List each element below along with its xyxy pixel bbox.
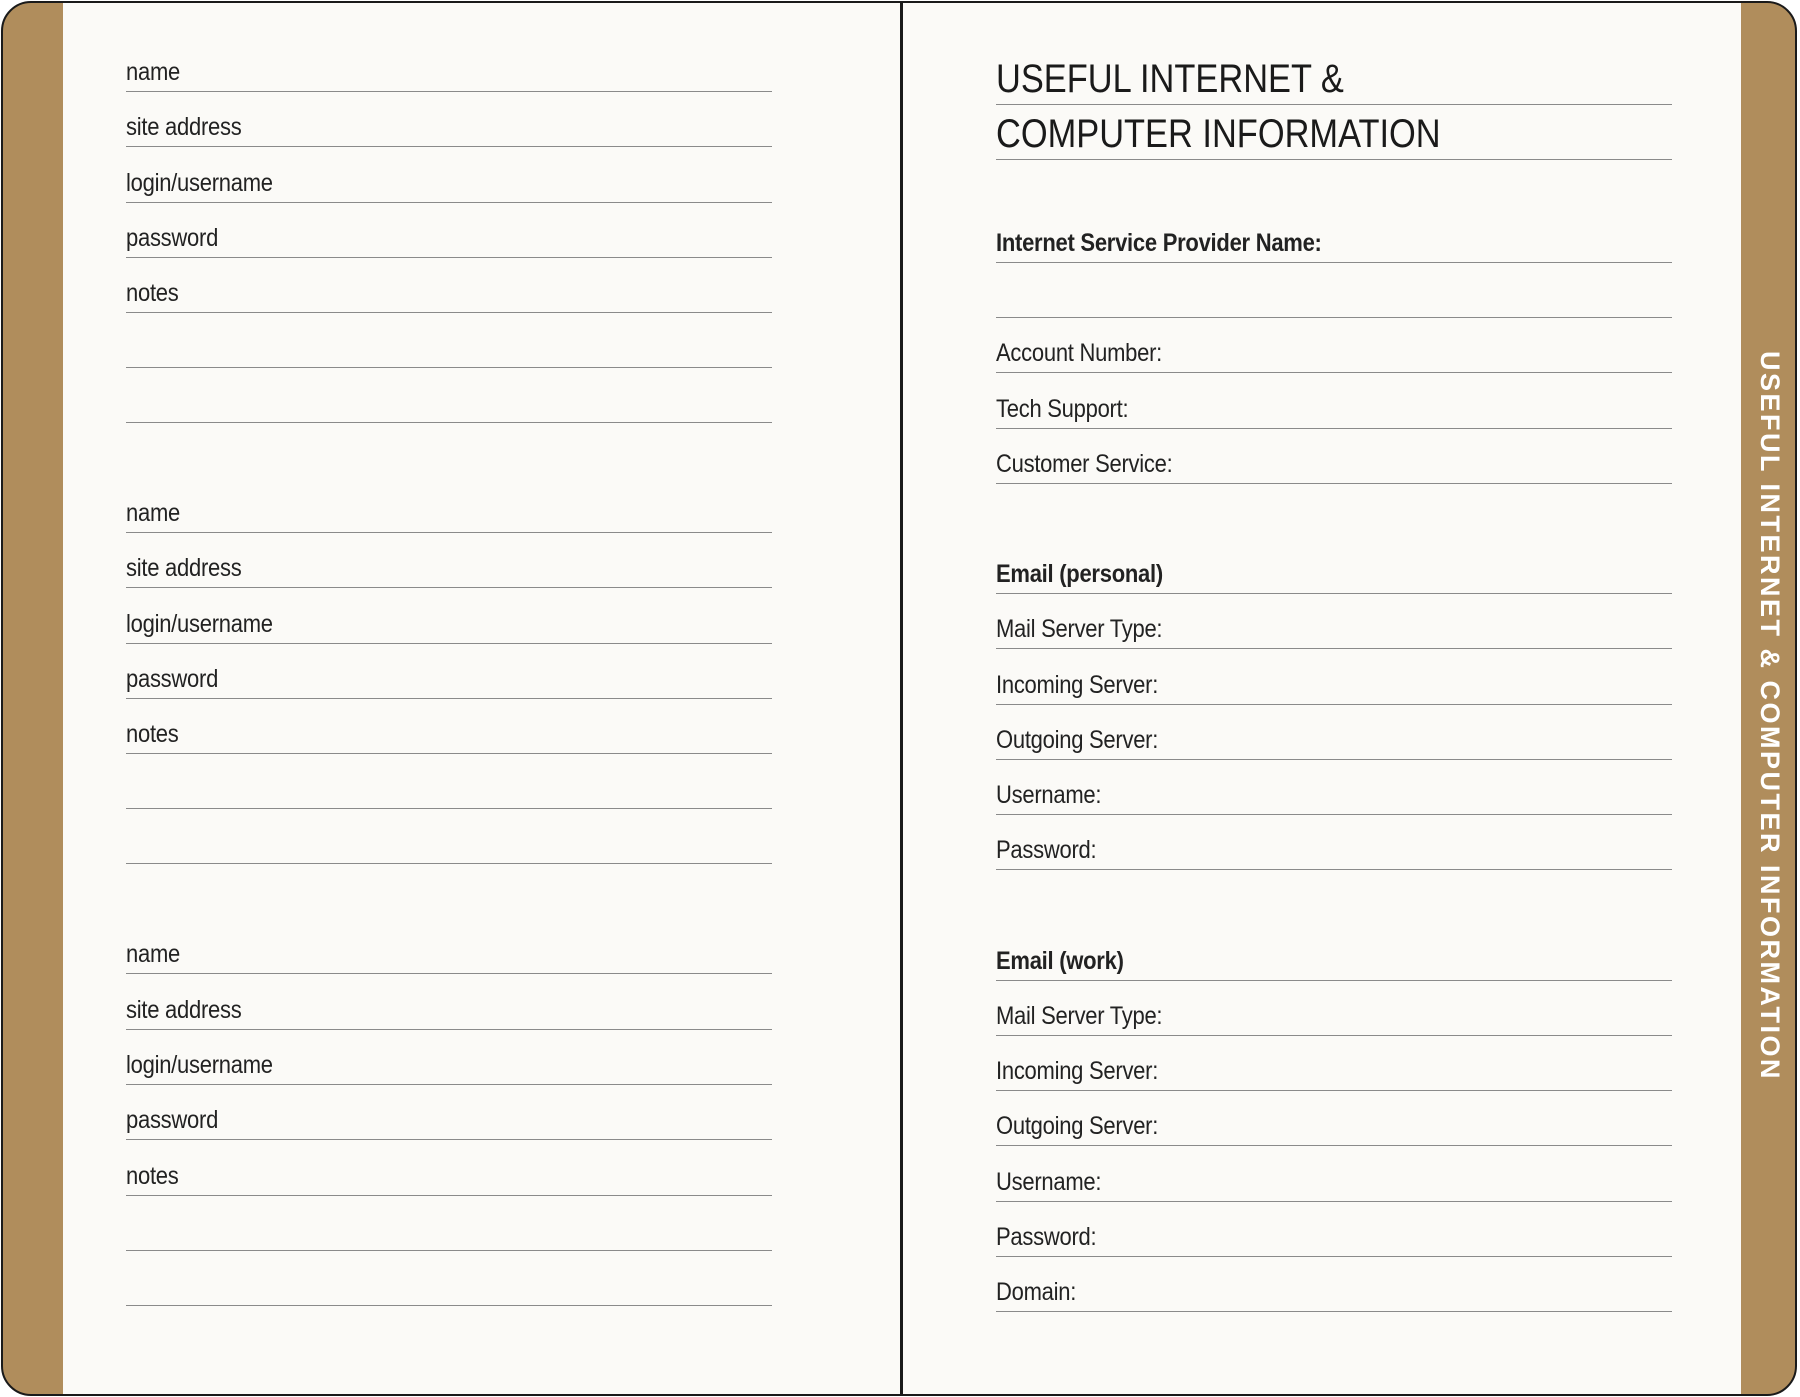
- notes-blank-line[interactable]: [126, 1196, 772, 1251]
- entry-password-field[interactable]: [126, 644, 772, 699]
- field-label: notes: [126, 279, 179, 307]
- page-title-line-1: [996, 50, 1672, 105]
- outgoing-server-field[interactable]: [996, 705, 1672, 760]
- field-label: login/username: [126, 169, 273, 197]
- side-tab: [1741, 3, 1797, 1396]
- entry-login-field[interactable]: [126, 1030, 772, 1085]
- notes-blank-line[interactable]: [126, 368, 772, 423]
- mail-server-type-field[interactable]: [996, 594, 1672, 649]
- field-label: Outgoing Server:: [996, 726, 1159, 754]
- field-label: name: [126, 499, 180, 527]
- entry-name-field[interactable]: [126, 478, 772, 533]
- entry-login-field[interactable]: [126, 148, 772, 203]
- section-heading: Email (work): [996, 947, 1124, 975]
- side-tab-label: USEFUL INTERNET & COMPUTER INFORMATION: [1755, 351, 1785, 1081]
- page-title: USEFUL INTERNET &: [996, 57, 1344, 101]
- incoming-server-field[interactable]: [996, 1036, 1672, 1091]
- field-label: Mail Server Type:: [996, 615, 1163, 643]
- section-heading: Email (personal): [996, 560, 1163, 588]
- domain-field[interactable]: [996, 1257, 1672, 1312]
- entry-password-field[interactable]: [126, 203, 772, 258]
- field-label: Mail Server Type:: [996, 1002, 1163, 1030]
- email-work-heading: [996, 926, 1672, 981]
- mail-server-type-field[interactable]: [996, 981, 1672, 1036]
- entry-name-field[interactable]: [126, 37, 772, 92]
- username-field[interactable]: [996, 760, 1672, 815]
- field-label: site address: [126, 113, 242, 141]
- entry-site-field[interactable]: [126, 975, 772, 1030]
- page-title: COMPUTER INFORMATION: [996, 112, 1441, 156]
- field-label: login/username: [126, 1051, 273, 1079]
- account-number-field[interactable]: [996, 318, 1672, 373]
- entry-login-field[interactable]: [126, 589, 772, 644]
- field-label: password: [126, 665, 219, 693]
- entry-notes-field[interactable]: [126, 258, 772, 313]
- field-label: site address: [126, 996, 242, 1024]
- field-label: Incoming Server:: [996, 671, 1159, 699]
- field-label: Password:: [996, 1223, 1097, 1251]
- entry-notes-field[interactable]: [126, 699, 772, 754]
- password-field[interactable]: [996, 815, 1672, 870]
- isp-name-field[interactable]: [996, 208, 1672, 263]
- field-label: Outgoing Server:: [996, 1112, 1159, 1140]
- field-label: Account Number:: [996, 339, 1163, 367]
- entry-notes-field[interactable]: [126, 1141, 772, 1196]
- field-label: Username:: [996, 1168, 1102, 1196]
- isp-name-blank-line[interactable]: [996, 263, 1672, 318]
- field-label: password: [126, 224, 219, 252]
- username-field[interactable]: [996, 1147, 1672, 1202]
- entry-site-field[interactable]: [126, 533, 772, 588]
- password-field[interactable]: [996, 1202, 1672, 1257]
- field-label: Incoming Server:: [996, 1057, 1159, 1085]
- field-label: login/username: [126, 610, 273, 638]
- field-label: notes: [126, 720, 179, 748]
- notes-blank-line[interactable]: [126, 1251, 772, 1306]
- customer-service-field[interactable]: [996, 429, 1672, 484]
- field-label: notes: [126, 1162, 179, 1190]
- field-label: site address: [126, 554, 242, 582]
- section-heading: Internet Service Provider Name:: [996, 229, 1322, 257]
- incoming-server-field[interactable]: [996, 650, 1672, 705]
- outgoing-server-field[interactable]: [996, 1091, 1672, 1146]
- tech-support-field[interactable]: [996, 374, 1672, 429]
- field-label: name: [126, 58, 180, 86]
- field-label: Password:: [996, 836, 1097, 864]
- notes-blank-line[interactable]: [126, 313, 772, 368]
- notes-blank-line[interactable]: [126, 809, 772, 864]
- entry-site-field[interactable]: [126, 92, 772, 147]
- field-label: Customer Service:: [996, 450, 1173, 478]
- email-personal-heading: [996, 539, 1672, 594]
- notes-blank-line[interactable]: [126, 754, 772, 809]
- entry-password-field[interactable]: [126, 1085, 772, 1140]
- entry-name-field[interactable]: [126, 919, 772, 974]
- field-label: Username:: [996, 781, 1102, 809]
- field-label: name: [126, 940, 180, 968]
- page-title-line-2: [996, 105, 1672, 160]
- field-label: Domain:: [996, 1278, 1077, 1306]
- field-label: Tech Support:: [996, 395, 1129, 423]
- field-label: password: [126, 1106, 219, 1134]
